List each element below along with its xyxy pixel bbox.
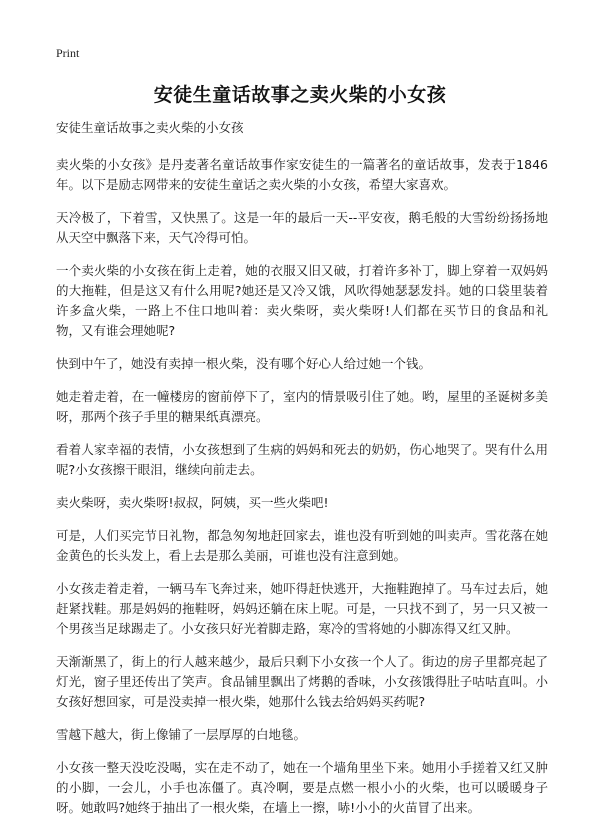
paragraph: 可是，人们买完节日礼物，都急匆匆地赶回家去，谁也没有听到她的叫卖声。雪花落在她金黄色的长头发上，看上去是那么美丽，可谁也没有注意到她。 <box>56 528 548 563</box>
paragraph: 小女孩走着走着，一辆马车飞奔过来，她吓得赶快逃开，大拖鞋跑掉了。马车过去后，她赶紧找鞋。那是妈妈的拖鞋呀，妈妈还躺在床上呢。可是，一只找不到了，另一只又被一个男孩当足球踢走了。小女孩只好光着脚走路，寒冷的雪将她的小脚冻得又红又肿。 <box>56 581 548 636</box>
paragraph: 她走着走着，在一幢楼房的窗前停下了，室内的情景吸引住了她。哟，屋里的圣诞树多美呀，那两个孩子手里的糖果纸真漂亮。 <box>56 389 548 424</box>
paragraph-intro: 卖火柴的小女孩》是丹麦著名童话故事作家安徒生的一篇著名的童话故事，发表于1846年。以下是励志网带来的安徒生童话之卖火柴的小女孩，希望大家喜欢。 <box>56 157 548 192</box>
paragraph: 看着人家幸福的表情，小女孩想到了生病的妈妈和死去的奶奶，伤心地哭了。哭有什么用呢?小女孩擦干眼泪，继续向前走去。 <box>56 442 548 477</box>
paragraph: 小女孩一整天没吃没喝，实在走不动了，她在一个墙角里坐下来。她用小手搓着又红又肿的小脚，一会儿，小手也冻僵了。真冷啊，要是点燃一根小小的火柴，也可以暖暖身子呀。她敢吗?她终于抽出了一根火柴，在墙上一擦，哧!小小的火苗冒了出来。 <box>56 760 548 815</box>
paragraph: 雪越下越大，街上像铺了一层厚厚的白地毯。 <box>56 727 307 742</box>
article-body <box>56 118 548 828</box>
paragraph: 天冷极了，下着雪，又快黑了。这是一年的最后一天--平安夜，鹅毛般的大雪纷纷扬扬地从天空中飘落下来，天气冷得可怕。 <box>56 210 548 245</box>
print-link[interactable]: Print <box>56 46 80 60</box>
paragraph: 快到中午了，她没有卖掉一根火柴，没有哪个好心人给过她一个钱。 <box>56 356 432 371</box>
article-subtitle: 安徒生童话故事之卖火柴的小女孩 <box>56 120 244 135</box>
page-title: 安徒生童话故事之卖火柴的小女孩 <box>153 84 447 106</box>
paragraph: 卖火柴呀，卖火柴呀!叔叔，阿姨，买一些火柴吧! <box>56 495 329 510</box>
paragraph: 一个卖火柴的小女孩在街上走着，她的衣服又旧又破，打着许多补丁，脚上穿着一双妈妈的大拖鞋，但是这又有什么用呢?她还是又冷又饿，风吹得她瑟瑟发抖。她的口袋里装着许多盒火柴，一路上不住口地叫着：卖火柴呀，卖火柴呀!人们都在买节日的食品和礼物，又有谁会理她呢? <box>56 263 548 338</box>
paragraph: 天渐渐黑了，街上的行人越来越少，最后只剩下小女孩一个人了。街边的房子里都亮起了灯光，窗子里还传出了笑声。食品铺里飘出了烤鹅的香味，小女孩饿得肚子咕咕直叫。小女孩好想回家，可是没卖掉一根火柴，她那什么钱去给妈妈买药呢? <box>56 654 548 709</box>
